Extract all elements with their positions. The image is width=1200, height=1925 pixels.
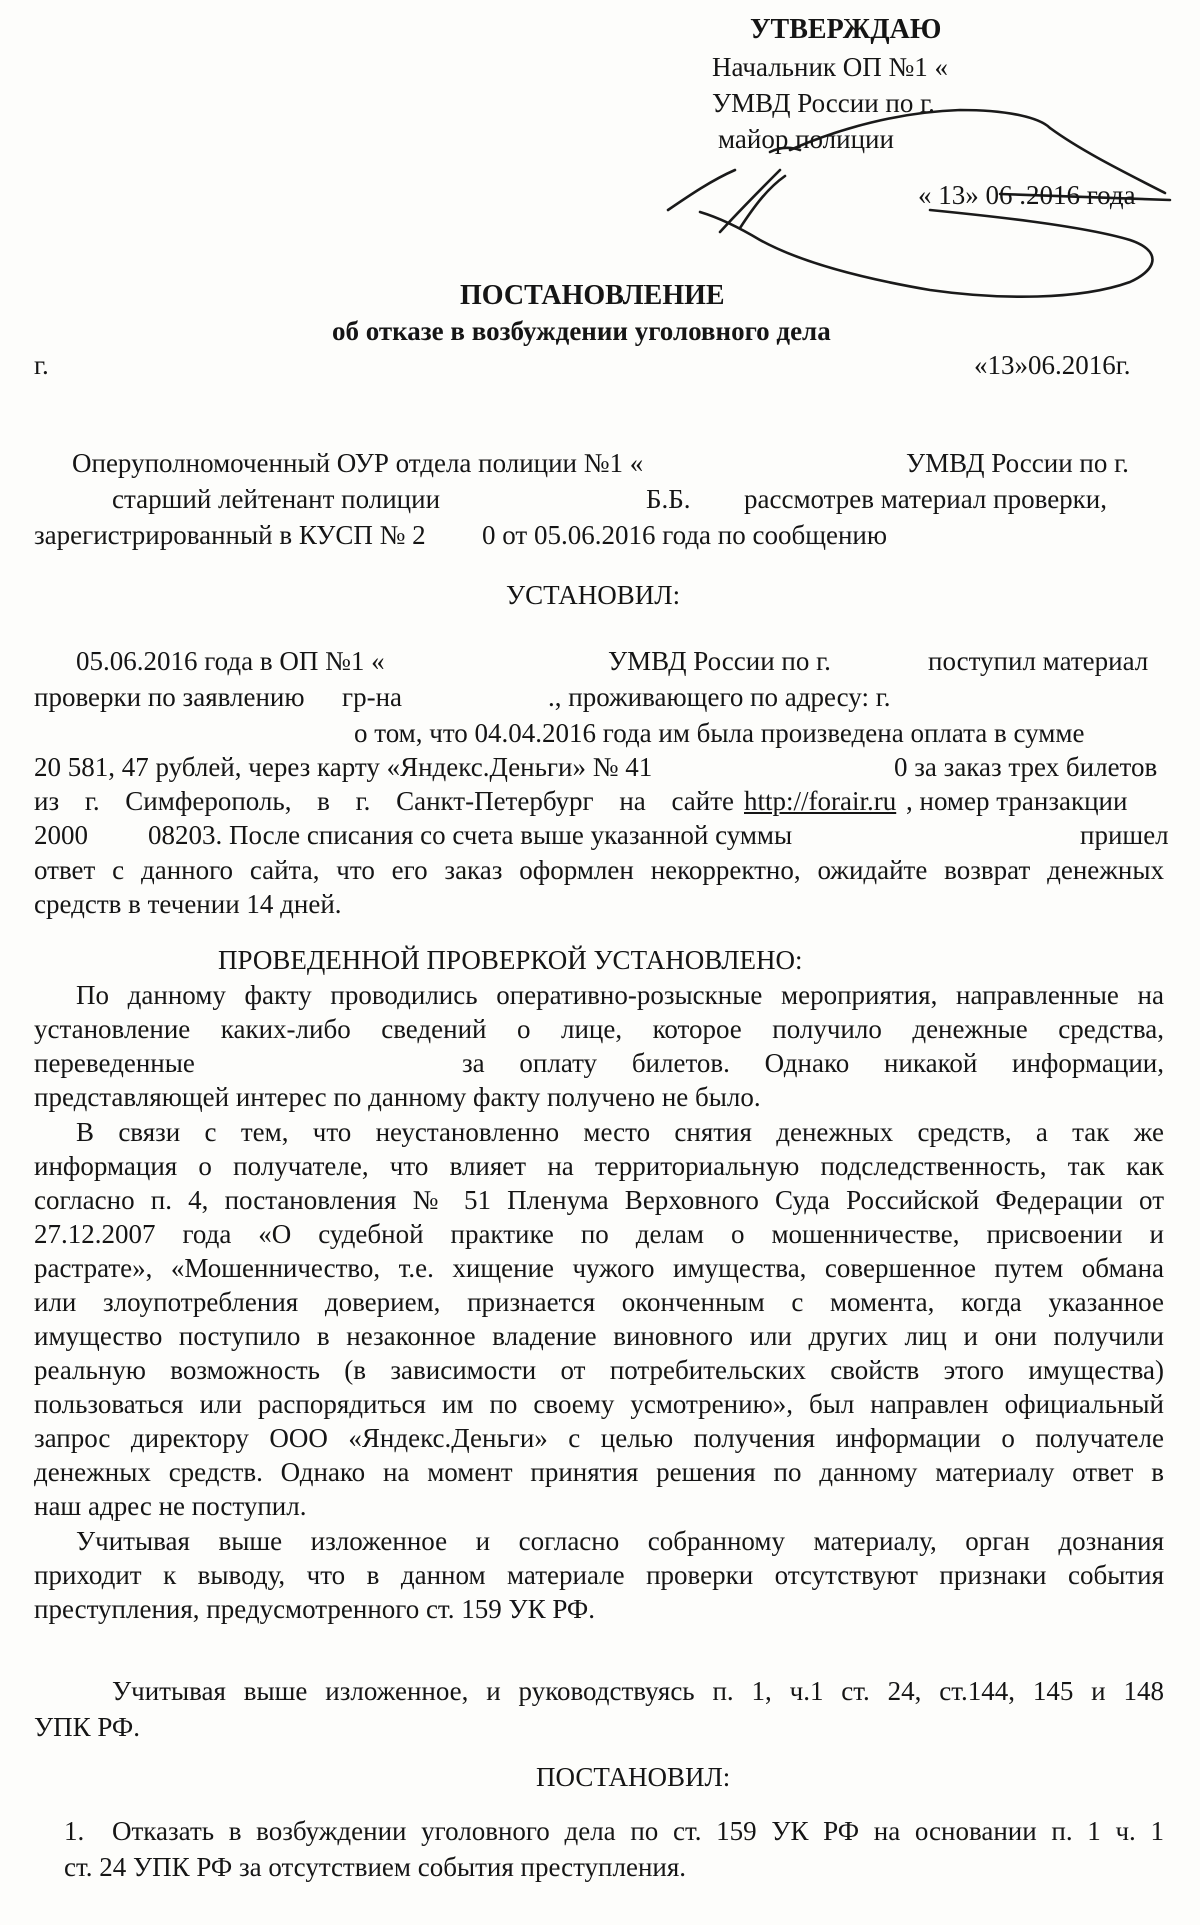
check-p2-line6: или злоупотребления доверием, признается оконченным с момента, когда указанное [34,1287,1164,1317]
check-p3-line2: приходит к выводу, что в данном материале проверки отсутствуют признаки события [34,1560,1164,1590]
established-heading: УСТАНОВИЛ: [506,580,681,610]
approval-heading: УТВЕРЖДАЮ [750,14,942,45]
check-p1-line3-b: за оплату билетов. Однако никакой информации, [462,1048,1164,1078]
established-line4-a: 20 581, 47 рублей, через карту «Яндекс.Деньги» № 41 [34,752,653,782]
check-p1-line1: По данному факту проводились оперативно-розыскные мероприятия, направленные на [76,980,1164,1010]
established-line5-b: , номер транзакции [906,786,1128,816]
document-subtitle: об отказе в возбуждении уголовного дела [332,316,831,346]
established-line6-b: 08203. После списания со счета выше указанной суммы [148,820,793,850]
check-p2-line4: 27.12.2007 года «О судебной практике по делам о мошенничестве, присвоении и [34,1219,1164,1249]
intro-line3-a: зарегистрированный в КУСП № 2 [34,520,426,550]
check-p3-line3: преступления, предусмотренного ст. 159 УК РФ. [34,1594,595,1624]
established-line1-c: поступил материал [928,646,1149,676]
check-p2-line12: наш адрес не поступил. [34,1491,307,1521]
intro-line1-b: УМВД России по г. [906,448,1129,478]
established-line8: средств в течении 14 дней. [34,889,342,919]
check-p2-line10: запрос директору ООО «Яндекс.Деньги» с целью получения информации о получателе [34,1423,1164,1453]
forair-link[interactable]: http://forair.ru [744,786,897,816]
document-city: г. [34,350,49,380]
check-p1-line4: представляющей интерес по данному факту получено не было. [34,1082,761,1112]
established-line1-a: 05.06.2016 года в ОП №1 « [76,646,385,676]
document-date: «13»06.2016г. [974,350,1131,380]
check-p2-line2: информация о получателе, что влияет на территориальную подследственность, так как [34,1151,1164,1181]
intro-line2-a: старший лейтенант полиции [112,484,441,514]
resolution-heading: ПОСТАНОВИЛ: [536,1762,731,1792]
approval-line3: майор полиции [718,124,894,154]
check-p2-line3: согласно п. 4, постановления № 51 Пленума Верховного Суда Российской Федерации от [34,1185,1164,1215]
resolution-line2: УПК РФ. [34,1712,141,1742]
check-p2-line8: реальную возможность (в зависимости от потребительских свойств этого имущества) [34,1355,1164,1385]
check-p3-line1: Учитывая выше изложенное и согласно собранному материалу, орган дознания [76,1526,1164,1556]
established-line3: о том, что 04.04.2016 года им была произведена оплата в сумме [354,718,1085,748]
intro-line2-b: Б.Б. [646,484,691,514]
check-p2-line11: денежных средств. Однако на момент принятия решения по данному материалу ответ в [34,1457,1164,1487]
established-line1-b: УМВД России по г. [608,646,831,676]
check-p2-line7: имущество поступило в незаконное владение виновного или других лиц и они получили [34,1321,1164,1351]
approval-line1: Начальник ОП №1 « [712,52,949,82]
established-line5-a: из г. Симферополь, в г. Санкт-Петербург на сайте [34,786,734,816]
resolution-item1-line1: Отказать в возбуждении уголовного дела по ст. 159 УК РФ на основании п. 1 ч. 1 [112,1816,1164,1846]
established-line6-c: пришел [1080,820,1169,850]
check-p2-line5: растрате», «Мошенничество, т.е. хищение чужого имущества, совершенное путем обмана [34,1253,1164,1283]
established-line2-b: гр-на [342,682,402,712]
intro-line2-c: рассмотрев материал проверки, [744,484,1107,514]
check-p1-line3-a: переведенные [34,1048,195,1078]
resolution-item1-line2: ст. 24 УПК РФ за отсутствием события преступления. [64,1852,687,1882]
intro-line3-b: 0 от 05.06.2016 года по сообщению [482,520,888,550]
established-line4-b: 0 за заказ трех билетов [894,752,1158,782]
approval-date: « 13» 06 .2016 года [918,180,1136,210]
established-line7: ответ с данного сайта, что его заказ оформлен некорректно, ожидайте возврат денежных [34,855,1164,885]
document-title: ПОСТАНОВЛЕНИЕ [460,280,725,311]
established-line6-a: 2000 [34,820,88,850]
check-p1-line2: установление каких-либо сведений о лице, которое получило денежные средства, [34,1014,1164,1044]
approval-line2: УМВД России по г. [712,88,935,118]
resolution-line1: Учитывая выше изложенное, и руководствуясь п. 1, ч.1 ст. 24, ст.144, 145 и 148 [112,1676,1164,1706]
check-p2-line9: пользоваться или распорядиться им по своему усмотрению», был направлен официальный [34,1389,1164,1419]
intro-line1-a: Оперуполномоченный ОУР отдела полиции №1 « [72,448,644,478]
established-line2-c: ., проживающего по адресу: г. [548,682,891,712]
established-line2-a: проверки по заявлению [34,682,305,712]
check-p2-line1: В связи с тем, что неустановленно место снятия денежных средств, а так же [76,1117,1164,1147]
resolution-item1-number: 1. [64,1816,85,1846]
check-heading: ПРОВЕДЕННОЙ ПРОВЕРКОЙ УСТАНОВЛЕНО: [218,945,803,975]
